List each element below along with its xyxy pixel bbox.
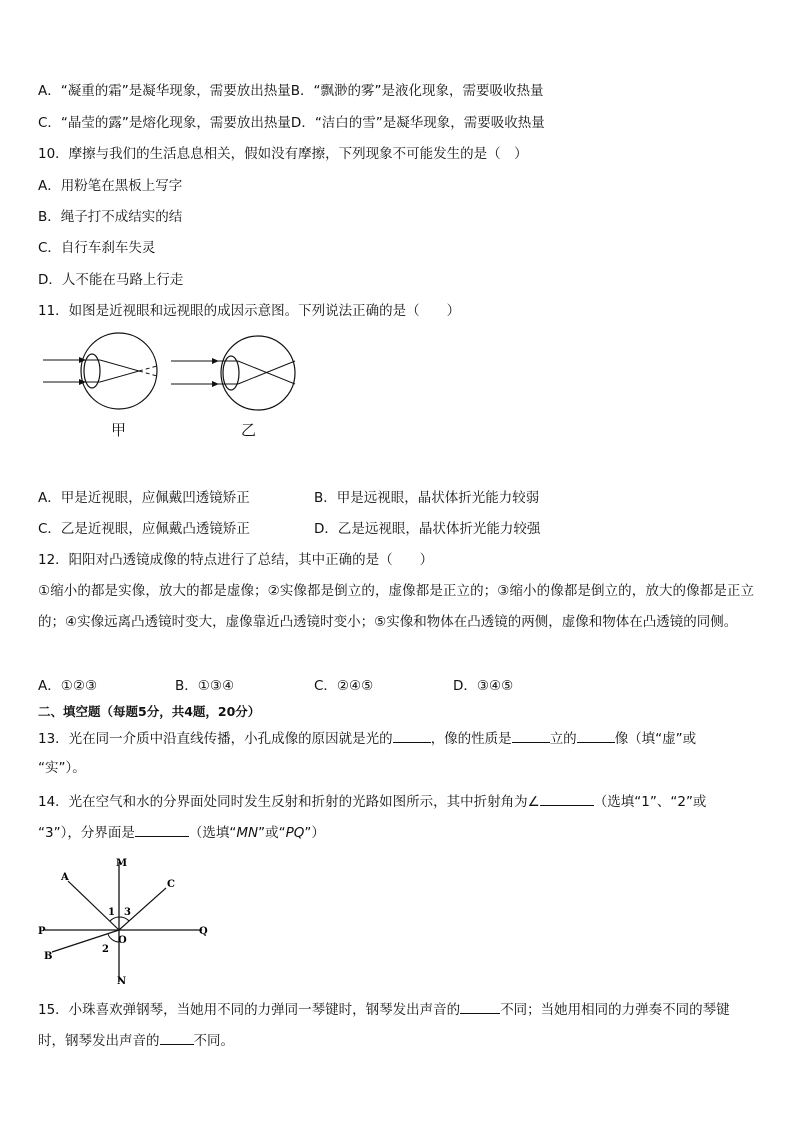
q15-text-3: 时，钢琴发出声音的 xyxy=(38,1033,160,1049)
q14-line2 xyxy=(38,822,325,842)
q10-stem: 10．摩擦与我们的生活息息相关，假如没有摩擦，下列现象不可能发生的是（ ） xyxy=(38,146,528,162)
angle-2: 2 xyxy=(102,944,109,955)
eye-left-figure xyxy=(43,333,157,409)
q15-blank-1[interactable] xyxy=(460,999,500,1014)
label-b: B xyxy=(44,951,53,962)
label-a: A xyxy=(61,872,69,883)
q13-text-2: ，像的性质是 xyxy=(430,731,512,747)
eye-right-figure xyxy=(171,336,295,410)
q14-text-3: “3”），分界面是 xyxy=(38,825,135,841)
q14-text-1: 14．光在空气和水的分界面处同时发生反射和折射的光路如图所示，其中折射角为∠ xyxy=(38,794,540,810)
q9-option-a: A．“凝重的霜”是凝华现象，需要放出热量 xyxy=(38,83,291,99)
q11-option-c: C．乙是近视眼，应佩戴凸透镜矫正 xyxy=(38,521,250,537)
q14-text-6: ”） xyxy=(304,825,325,841)
q15-text-4: 不同。 xyxy=(193,1033,234,1049)
q15-text-1: 15．小珠喜欢弹钢琴，当她用不同的力弹同一琴键时，钢琴发出声音的 xyxy=(38,1002,461,1018)
q14-pq: PQ xyxy=(285,825,305,841)
q12-option-d: D．③④⑤ xyxy=(453,678,514,694)
q14-text-5: ”或“ xyxy=(258,825,286,841)
q14-mn: MN xyxy=(236,825,259,841)
q12-option-b: B．①③④ xyxy=(175,678,235,694)
label-o: O xyxy=(118,935,127,946)
q10-option-c: C．自行车刹车失灵 xyxy=(38,240,156,256)
q15-text-2: 不同；当她用相同的力弹奏不同的琴键 xyxy=(500,1002,730,1018)
q9-options-row1 xyxy=(38,82,543,100)
q14-line1 xyxy=(38,791,706,811)
q10-option-a: A．用粉笔在黑板上写字 xyxy=(38,178,183,194)
q14-blank-1[interactable] xyxy=(540,791,594,806)
q11-option-a: A．甲是近视眼，应佩戴凹透镜矫正 xyxy=(38,490,250,506)
q15-line1 xyxy=(38,999,730,1019)
q13-blank-3[interactable] xyxy=(577,728,615,743)
q12-stem: 12．阳阳对凸透镜成像的特点进行了总结，其中正确的是（ ） xyxy=(38,552,434,568)
label-c: C xyxy=(167,879,175,890)
q12-body: ①缩小的都是实像，放大的都是虚像；②实像都是倒立的，虚像都是正立的；③缩小的像都是倒立的，放大的像都是正立的；④实像远离凸透镜时变大，虚像靠近凸透镜时变小；⑤实像和物体在凸透镜的两侧，虚像和物体在凸透镜的同侧。 xyxy=(38,583,754,630)
q9-options-row2 xyxy=(38,114,545,132)
q15-line2 xyxy=(38,1030,234,1050)
q12-option-a: A．①②③ xyxy=(38,678,98,694)
q10-option-d: D．人不能在马路上行走 xyxy=(38,272,184,288)
eye-right-label: 乙 xyxy=(241,421,257,439)
q11-stem: 11．如图是近视眼和远视眼的成因示意图。下列说法正确的是（ ） xyxy=(38,303,461,319)
eye-left-label: 甲 xyxy=(111,421,127,439)
q13-blank-1[interactable] xyxy=(393,728,431,743)
q9-option-c: C．“晶莹的露”是熔化现象，需要放出热量 xyxy=(38,115,291,131)
ray-ao xyxy=(68,881,119,930)
label-p: P xyxy=(38,926,46,937)
q13-blank-2[interactable] xyxy=(512,728,550,743)
angle-1: 1 xyxy=(108,907,115,918)
q13-line2: “实”）。 xyxy=(38,760,86,776)
q9-option-d: D．“洁白的雪”是凝华现象，需要吸收热量 xyxy=(290,115,545,131)
q14-text-4: （选填“ xyxy=(188,825,237,841)
label-q: Q xyxy=(199,926,208,937)
q11-option-d: D．乙是远视眼，晶状体折光能力较强 xyxy=(314,521,541,537)
q13-line1 xyxy=(38,728,696,748)
refraction-diagram xyxy=(30,852,220,987)
eye-diagram xyxy=(38,330,298,445)
label-m: M xyxy=(116,858,128,869)
label-n: N xyxy=(117,976,127,987)
q13-text-3: 立的 xyxy=(549,731,577,747)
angle-3: 3 xyxy=(124,907,131,918)
q14-text-2: （选填“1”、“2”或 xyxy=(593,794,707,810)
q9-option-b: B．“飘渺的雾”是液化现象，需要吸收热量 xyxy=(290,83,544,99)
q14-blank-2[interactable] xyxy=(135,822,189,837)
q11-option-b: B．甲是远视眼，晶状体折光能力较弱 xyxy=(314,490,540,506)
q15-blank-2[interactable] xyxy=(160,1030,194,1045)
section-heading: 二、填空题（每题5分，共4题，20分） xyxy=(38,704,261,719)
q12-option-c: C．②④⑤ xyxy=(314,678,374,694)
q10-option-b: B．绳子打不成结实的结 xyxy=(38,209,183,225)
q13-text-1: 13．光在同一介质中沿直线传播，小孔成像的原因就是光的 xyxy=(38,731,393,747)
q13-text-4: 像（填“虚”或 xyxy=(614,731,697,747)
